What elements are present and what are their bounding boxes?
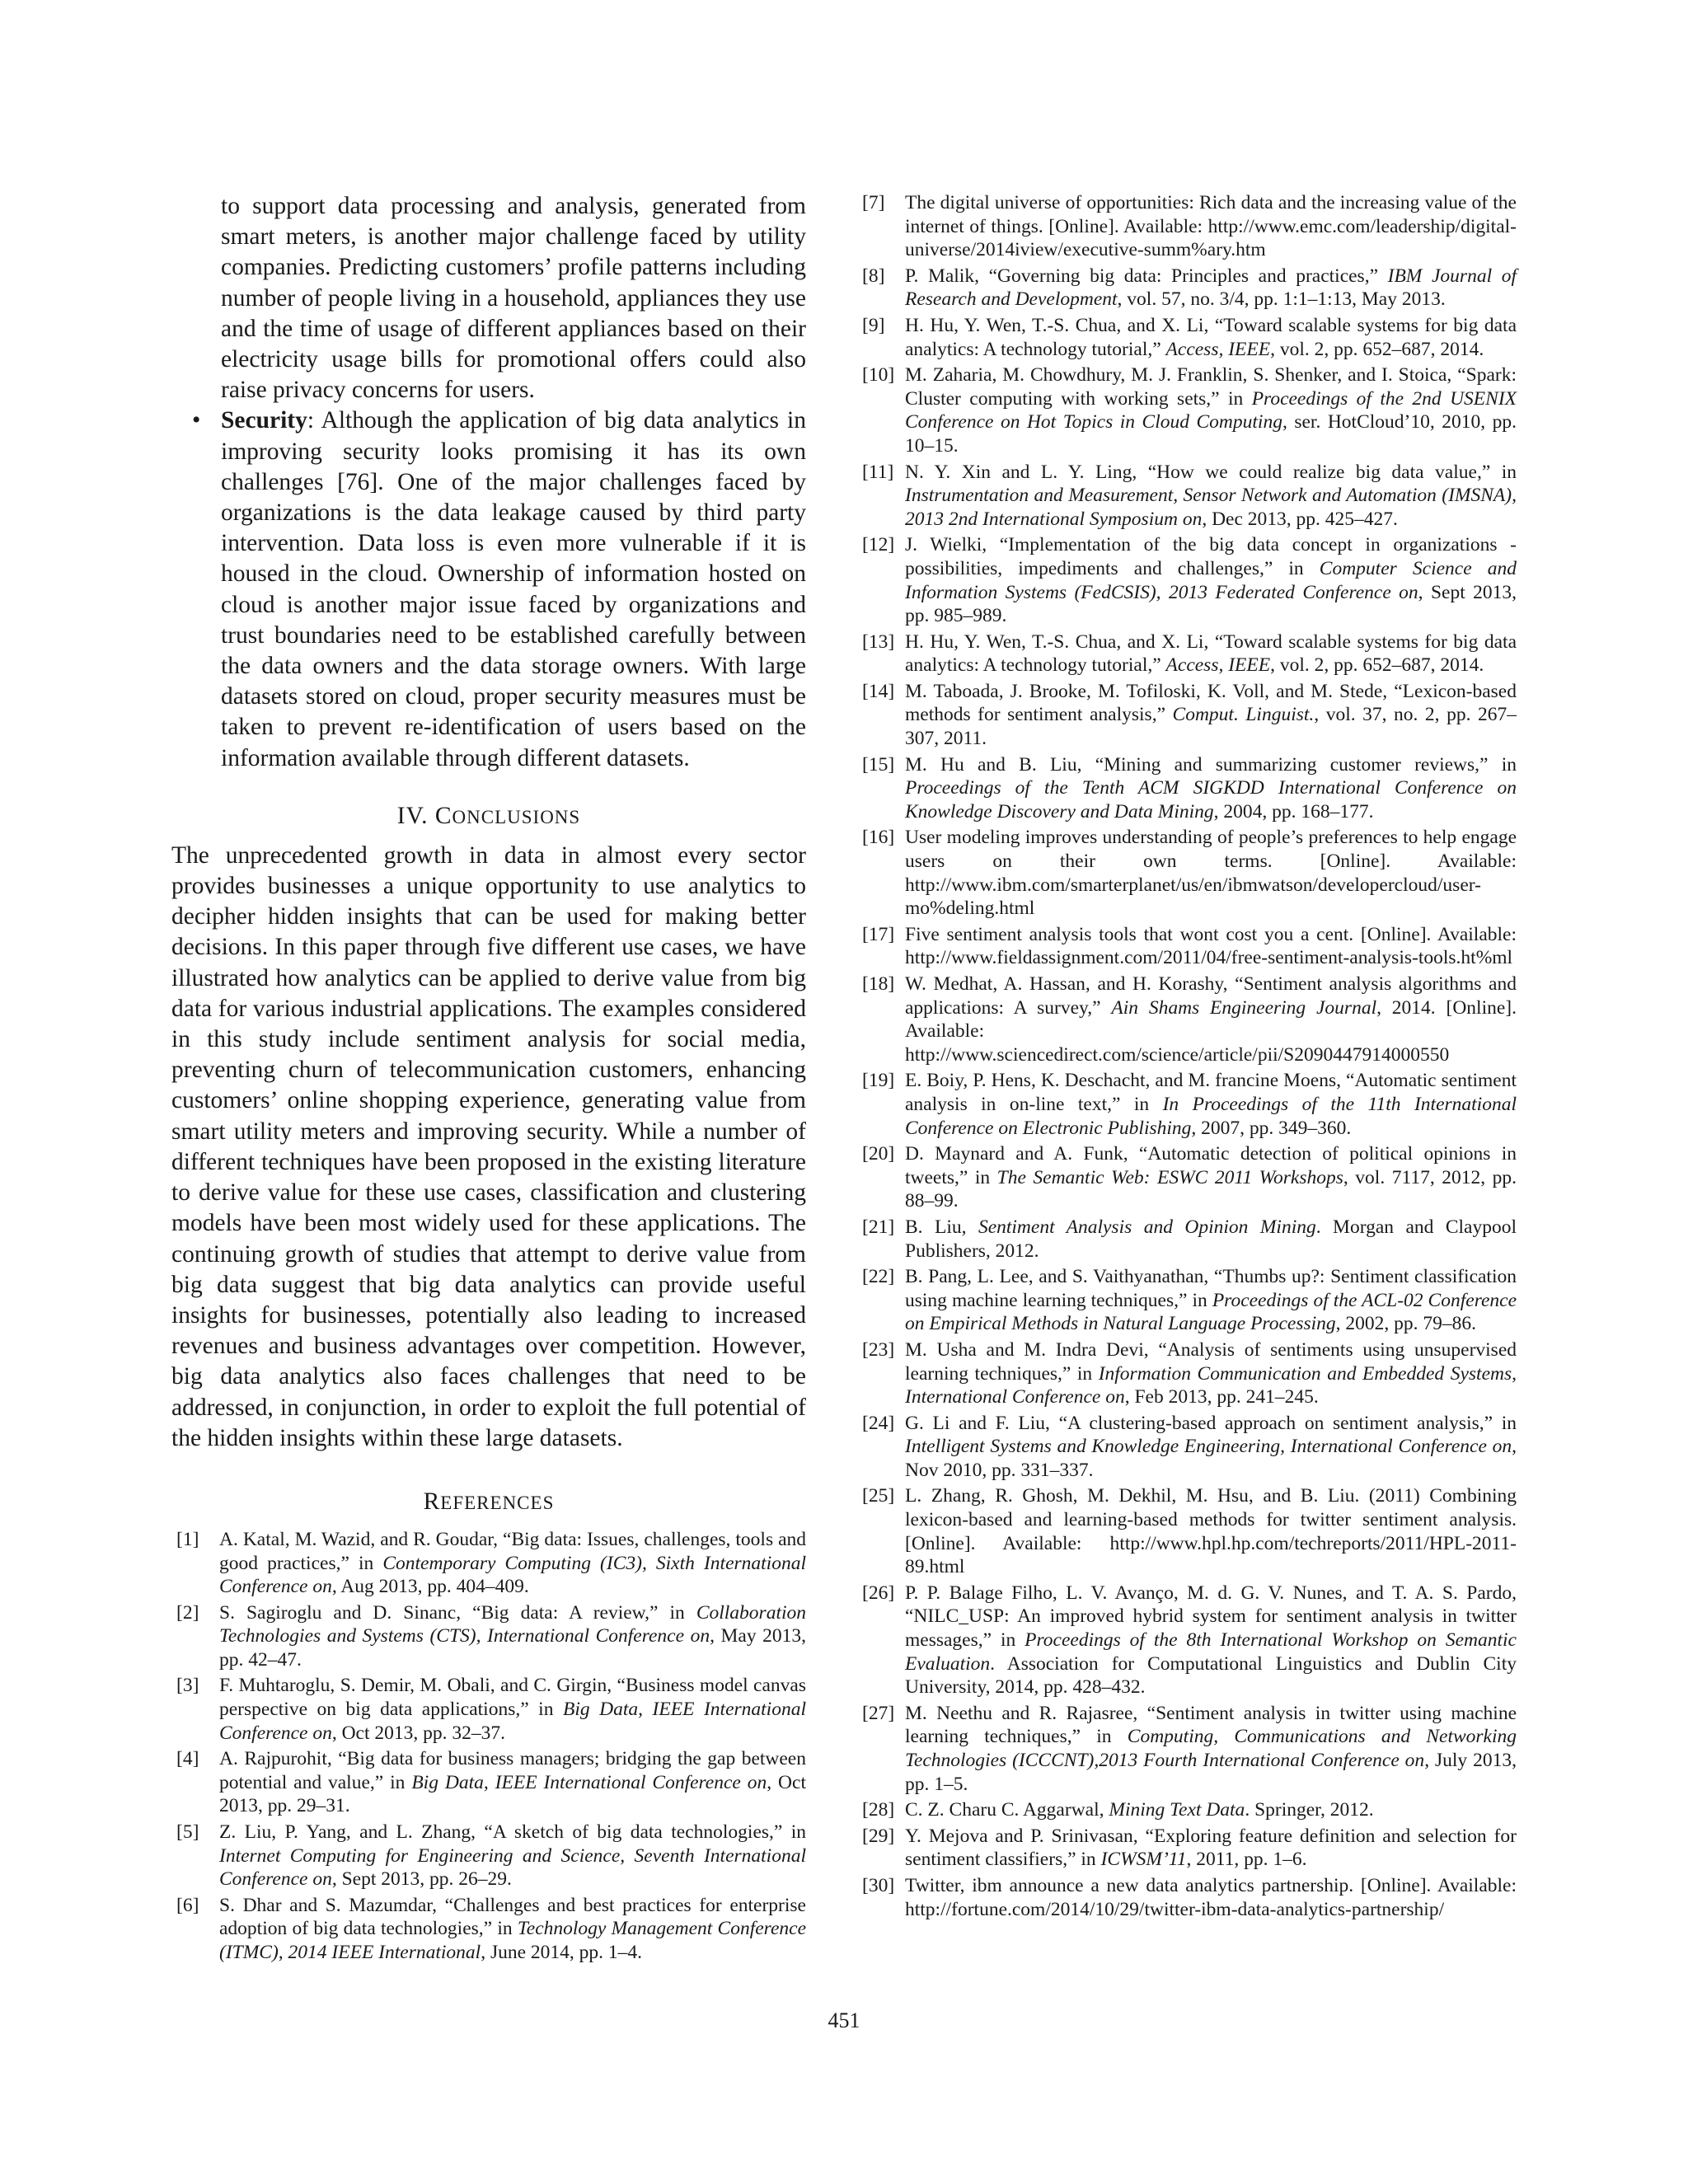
reference-number: [26] bbox=[862, 1582, 895, 1604]
reference-number: [7] bbox=[862, 192, 885, 213]
reference-number: [5] bbox=[176, 1821, 199, 1844]
bullet-text: : Although the application of big data analytics in improving security looks promising it has its own challenges [76]. One of the major challenges faced by organizations is the data leakage caused by third party intervention. Data loss is even more vulnerable if it is housed in the cloud. Ownership of information hosted on cloud is another major issue faced by organizations and trust boundaries need to be established carefully between the data owners and the data storage owners. With large datasets stored on cloud, proper security measures must be taken to prevent re-identification of users based on the information available through different datasets. bbox=[221, 407, 806, 771]
bullet-dot-icon: • bbox=[192, 407, 201, 434]
reference-number: [3] bbox=[176, 1675, 199, 1697]
reference-item bbox=[857, 314, 1517, 361]
reference-item bbox=[857, 1338, 1517, 1409]
reference-text: M. Neethu and R. Rajasree, “Sentiment analysis in twitter using machine learning techniques,” in Computing, Communications and Networking Technologies (ICCCNT),2013 Fourth International Conference on, July 2013, pp. 1–5. bbox=[905, 1702, 1517, 1795]
reference-item bbox=[171, 1601, 806, 1672]
reference-text: User modeling improves understanding of people’s preferences to help engage users on their own terms. [Online]. Available: http://www.ibm.com/smarterplanet/us/en/ibmwatson/developercloud/user-mo%deling.html bbox=[905, 827, 1517, 920]
reference-number: [13] bbox=[862, 630, 895, 653]
reference-text: B. Liu, Sentiment Analysis and Opinion Mining. Morgan and Claypool Publishers, 2012. bbox=[905, 1216, 1517, 1262]
reference-text: S. Dhar and S. Mazumdar, “Challenges and best practices for enterprise adoption of big data technologies,” in Technology Management Conference (ITMC), 2014 IEEE International, June 2014, pp. 1–4. bbox=[219, 1894, 807, 1964]
reference-text: J. Wielki, “Implementation of the big data concept in organizations - possibilities, impediments and challenges,” in Computer Science and Information Systems (FedCSIS), 2013 Federated Conference on, Sept 2013, pp. 985–989. bbox=[905, 534, 1517, 627]
reference-item bbox=[171, 1894, 806, 1965]
bullet-text: to support data processing and analysis, generated from smart meters, is another major challenge faced by utility companies. Predicting customers’ profile patterns including number of people living in a household, appliances they use and the time of usage of different appliances based on their electricity usage bills for promotional offers could also raise privacy concerns for users. bbox=[221, 193, 806, 404]
reference-text: Z. Liu, P. Yang, and L. Zhang, “A sketch of big data technologies,” in Internet Computing for Engineering and Science, Seventh International Conference on, Sept 2013, pp. 26–29. bbox=[219, 1821, 806, 1891]
reference-number: [21] bbox=[862, 1216, 895, 1238]
reference-number: [19] bbox=[862, 1070, 895, 1092]
reference-item bbox=[857, 826, 1517, 920]
reference-text: H. Hu, Y. Wen, T.-S. Chua, and X. Li, “Toward scalable systems for big data analytics: A technology tutorial,” Access, IEEE, vol. 2, pp. 652–687, 2014. bbox=[905, 630, 1517, 677]
reference-text: Twitter, ibm announce a new data analytics partnership. [Online]. Available: http://fortune.com/2014/10/29/twitter-ibm-data-analytics-partnership/ bbox=[905, 1874, 1517, 1920]
reference-item bbox=[857, 1798, 1517, 1822]
reference-number: [30] bbox=[862, 1874, 895, 1896]
reference-text: The digital universe of opportunities: Rich data and the increasing value of the internet of things. [Online]. Available: http://www.emc.com/leadership/digital-universe/2014iview/executive-summ%ary.htm bbox=[905, 192, 1517, 261]
conclusion-paragraph: The unprecedented growth in data in almost every sector provides businesses a unique opportunity to use analytics to decipher hidden insights that can be used for making better decisions. In this paper through five different use cases, we have illustrated how analytics can be applied to derive value from big data for various industrial applications. The examples considered in this study include sentiment analysis for social media, preventing churn of telecommunication customers, enhancing customers’ online shopping experience, generating value from smart utility meters and improving security. While a number of different techniques have been proposed in the existing literature to derive value for these use cases, classification and clustering models have been most widely used for these applications. The continuing growth of studies that attempt to derive value from big data suggest that big data analytics can provide useful insights for businesses, potentially also leading to increased revenues and business advantages over competition. However, big data analytics also faces challenges that need to be addressed, in conjunction, in order to exploit the full potential of the hidden insights within these large datasets. bbox=[171, 841, 806, 1451]
reference-list-right bbox=[857, 191, 1517, 1921]
reference-number: [1] bbox=[176, 1528, 199, 1550]
right-column bbox=[857, 191, 1517, 1924]
bullet-item-continued bbox=[171, 191, 806, 405]
reference-item bbox=[857, 191, 1517, 262]
bullet-item-security bbox=[171, 405, 806, 773]
reference-text: N. Y. Xin and L. Y. Ling, “How we could realize big data value,” in Instrumentation and Measurement, Sensor Network and Automation (IMSNA), 2013 2nd International Symposium on, Dec 2013, pp. 425–427. bbox=[905, 461, 1517, 530]
reference-number: [8] bbox=[862, 265, 885, 287]
reference-item bbox=[857, 1825, 1517, 1872]
reference-number: [18] bbox=[862, 973, 895, 995]
reference-item bbox=[171, 1821, 806, 1891]
reference-item bbox=[857, 630, 1517, 677]
reference-number: [11] bbox=[862, 461, 894, 483]
reference-text: W. Medhat, A. Hassan, and H. Korashy, “Sentiment analysis algorithms and applications: A survey,” Ain Shams Engineering Journal, 2014. [Online]. Available: http://www.sciencedirect.com/science/article/pii/S2090447914000550 bbox=[905, 973, 1517, 1066]
reference-number: [10] bbox=[862, 364, 895, 387]
reference-item bbox=[171, 1528, 806, 1599]
reference-item bbox=[857, 1142, 1517, 1213]
reference-text: A. Katal, M. Wazid, and R. Goudar, “Big data: Issues, challenges, tools and good practices,” in Contemporary Computing (IC3), Sixth International Conference on, Aug 2013, pp. 404–409. bbox=[219, 1528, 806, 1598]
reference-text: M. Taboada, J. Brooke, M. Tofiloski, K. Voll, and M. Stede, “Lexicon-based methods for sentiment analysis,” Comput. Linguist., vol. 37, no. 2, pp. 267–307, 2011. bbox=[905, 680, 1517, 750]
section-heading-conclusions: IV. CONCLUSIONS bbox=[396, 802, 581, 829]
reference-text: A. Rajpurohit, “Big data for business managers; bridging the gap between potential and value,” in Big Data, IEEE International Conference on, Oct 2013, pp. 29–31. bbox=[219, 1748, 806, 1817]
reference-text: Five sentiment analysis tools that wont cost you a cent. [Online]. Available: http://www.fieldassignment.com/2011/04/free-sentiment-analysis-tools.ht%ml bbox=[905, 923, 1517, 969]
reference-text: F. Muhtaroglu, S. Demir, M. Obali, and C. Girgin, “Business model canvas perspective on big data applications,” in Big Data, IEEE International Conference on, Oct 2013, pp. 32–37. bbox=[219, 1675, 806, 1744]
reference-text: P. P. Balage Filho, L. V. Avanço, M. d. G. V. Nunes, and T. A. S. Pardo, “NILC_USP: An improved hybrid system for sentiment analysis in twitter messages,” in Proceedings of the 8th International Workshop on Semantic Evaluation. Association for Computational Linguistics and Dublin City University, 2014, pp. 428–432. bbox=[905, 1582, 1517, 1699]
reference-number: [29] bbox=[862, 1825, 895, 1847]
reference-number: [14] bbox=[862, 680, 895, 702]
reference-number: [4] bbox=[176, 1748, 199, 1770]
reference-text: M. Usha and M. Indra Devi, “Analysis of sentiments using unsupervised learning techniques,” in Information Communication and Embedded Systems, International Conference on, Feb 2013, pp. 241–245. bbox=[905, 1338, 1517, 1408]
reference-item bbox=[857, 1874, 1517, 1921]
reference-item bbox=[857, 680, 1517, 751]
reference-number: [24] bbox=[862, 1412, 895, 1434]
page-number: 451 bbox=[828, 2008, 860, 2032]
reference-text: L. Zhang, R. Ghosh, M. Dekhil, M. Hsu, and B. Liu. (2011) Combining lexicon-based and learning-based methods for twitter sentiment analysis. [Online]. Available: http://www.hpl.hp.com/techreports/2011/HPL-2011-89.html bbox=[905, 1485, 1517, 1578]
reference-item bbox=[857, 1484, 1517, 1578]
reference-item bbox=[857, 461, 1517, 532]
reference-item bbox=[857, 753, 1517, 824]
reference-text: Y. Mejova and P. Srinivasan, “Exploring feature definition and selection for sentiment classifiers,” in ICWSM’11, 2011, pp. 1–6. bbox=[905, 1825, 1517, 1871]
reference-text: M. Zaharia, M. Chowdhury, M. J. Franklin, S. Shenker, and I. Stoica, “Spark: Cluster computing with working sets,” in Proceedings of the 2nd USENIX Conference on Hot Topics in Cloud Computing, ser. HotCloud’10, 2010, pp. 10–15. bbox=[905, 364, 1517, 457]
reference-item bbox=[857, 1702, 1517, 1796]
reference-item bbox=[857, 363, 1517, 457]
reference-text: H. Hu, Y. Wen, T.-S. Chua, and X. Li, “Toward scalable systems for big data analytics: A technology tutorial,” Access, IEEE, vol. 2, pp. 652–687, 2014. bbox=[905, 314, 1517, 360]
reference-number: [2] bbox=[176, 1601, 199, 1624]
reference-item bbox=[857, 972, 1517, 1066]
reference-item bbox=[857, 1412, 1517, 1483]
reference-item bbox=[171, 1674, 806, 1745]
reference-number: [9] bbox=[862, 314, 885, 336]
reference-item bbox=[171, 1747, 806, 1818]
reference-text: E. Boiy, P. Hens, K. Deschacht, and M. francine Moens, “Automatic sentiment analysis in on-line text,” in In Proceedings of the 11th International Conference on Electronic Publishing, 2007, pp. 349–360. bbox=[905, 1070, 1517, 1139]
left-column bbox=[171, 191, 806, 1967]
reference-item bbox=[857, 533, 1517, 627]
reference-text: M. Hu and B. Liu, “Mining and summarizing customer reviews,” in Proceedings of the Tenth ACM SIGKDD International Conference on Knowledge Discovery and Data Mining, 2004, pp. 168–177. bbox=[905, 753, 1517, 823]
reference-text: S. Sagiroglu and D. Sinanc, “Big data: A review,” in Collaboration Technologies and Systems (CTS), International Conference on, May 2013, pp. 42–47. bbox=[219, 1601, 806, 1671]
reference-text: C. Z. Charu C. Aggarwal, Mining Text Data. Springer, 2012. bbox=[905, 1799, 1374, 1821]
references-heading: REFERENCES bbox=[423, 1488, 555, 1515]
reference-number: [12] bbox=[862, 534, 895, 556]
reference-number: [16] bbox=[862, 827, 895, 849]
reference-text: P. Malik, “Governing big data: Principles and practices,” IBM Journal of Research and Development, vol. 57, no. 3/4, pp. 1:1–1:13, May 2013. bbox=[905, 265, 1517, 311]
reference-number: [27] bbox=[862, 1702, 895, 1724]
reference-number: [6] bbox=[176, 1894, 199, 1916]
reference-number: [20] bbox=[862, 1143, 895, 1165]
reference-item bbox=[857, 1582, 1517, 1699]
reference-number: [15] bbox=[862, 753, 895, 776]
reference-list-left bbox=[171, 1528, 806, 1965]
reference-number: [25] bbox=[862, 1485, 895, 1507]
reference-item bbox=[857, 265, 1517, 312]
reference-text: B. Pang, L. Lee, and S. Vaithyanathan, “Thumbs up?: Sentiment classification using machine learning techniques,” in Proceedings of the ACL-02 Conference on Empirical Methods in Natural Language Processing, 2002, pp. 79–86. bbox=[905, 1266, 1517, 1335]
reference-item bbox=[857, 1069, 1517, 1140]
reference-item bbox=[857, 923, 1517, 970]
bullet-term: Security bbox=[221, 407, 307, 434]
reference-item bbox=[857, 1216, 1517, 1263]
reference-number: [17] bbox=[862, 923, 895, 945]
reference-number: [28] bbox=[862, 1799, 895, 1821]
reference-text: G. Li and F. Liu, “A clustering-based approach on sentiment analysis,” in Intelligent Systems and Knowledge Engineering, International Conference on, Nov 2010, pp. 331–337. bbox=[905, 1412, 1517, 1481]
reference-number: [23] bbox=[862, 1338, 895, 1361]
reference-item bbox=[857, 1265, 1517, 1336]
reference-text: D. Maynard and A. Funk, “Automatic detection of political opinions in tweets,” in The Semantic Web: ESWC 2011 Workshops, vol. 7117, 2012, pp. 88–99. bbox=[905, 1143, 1517, 1212]
reference-number: [22] bbox=[862, 1266, 895, 1288]
